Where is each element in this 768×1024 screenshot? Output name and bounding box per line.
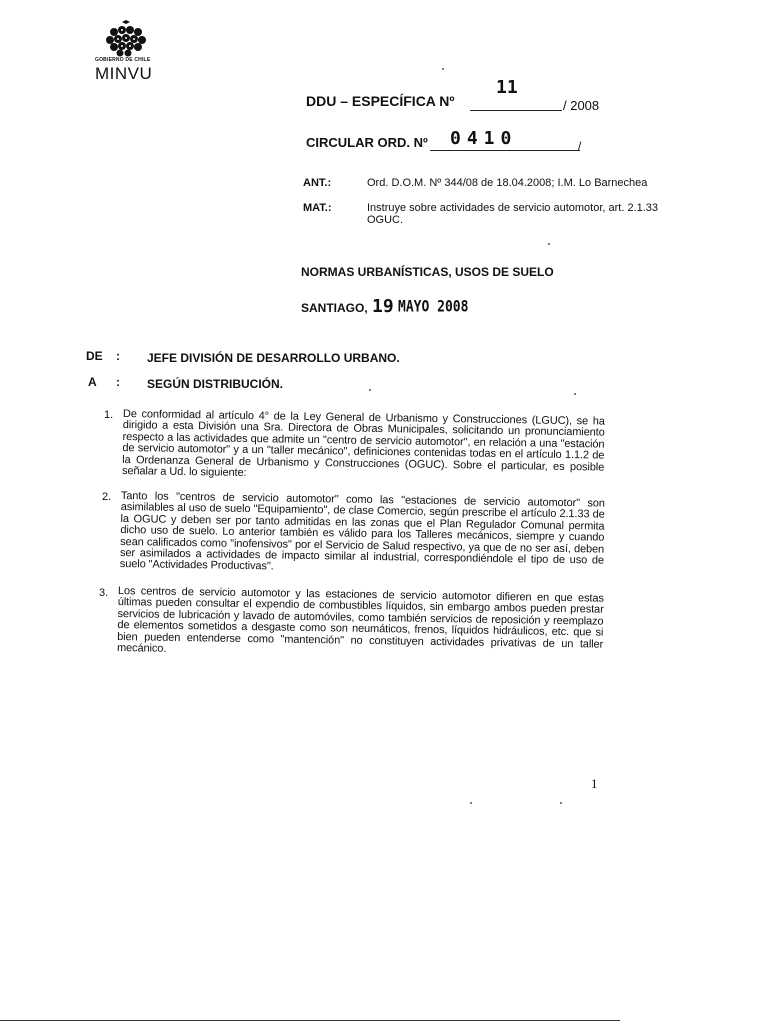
scan-speck [470, 802, 472, 804]
paragraph-number: 3. [99, 587, 109, 599]
logo-caption: GOBIERNO DE CHILE [95, 57, 151, 63]
paragraph-3: Los centros de servicio automotor y las estaciones de servicio automotor difieren en que estas últimas pueden consultar el expendio de combustibles líquidos, sin embargo ambos pueden prestar servicios de lubricación y lavado de automóviles, como también servicios de reposición y reemplazo de elementos sometidos a desgaste como son neumáticos, frenos, líquidos hidráulicos, etc. que si bien pueden entenderse como "mantención" no constituyen actividades privativas de un taller mecánico. [116, 585, 604, 655]
ddu-number: 11 [496, 77, 518, 98]
de-key: DE [86, 349, 103, 363]
paragraph-1: De conformidad al artículo 4° de la Ley General de Urbanismo y Construcciones (LGUC), se ha dirigido a esta División una Sra. Directora de Obras Municipales, solicitando un pronunciamiento respecto a las actividades que admite un "centro de servicio automotor", en relación a una "estación de servicio automotor" y a un "taller mecánico", definiciones contenidas todas en el artículo 1.1.2 de la Ordenanza General de Urbanismo y Construcciones (OGUC). Sobre el particular, es posible señalar a Ud. lo siguiente: [121, 408, 605, 479]
date-month-year: MAYO 2008 [398, 298, 469, 317]
scan-edge-rule [0, 1020, 620, 1021]
a-value: SEGÚN DISTRIBUCIÓN. [147, 377, 284, 391]
circular-label: CIRCULAR ORD. Nº [306, 135, 428, 150]
mat-value: Instruye sobre actividades de servicio automotor, art. 2.1.33 OGUC. [367, 202, 659, 226]
de-colon: : [116, 349, 120, 363]
ddu-label: DDU – ESPECÍFICA Nº [306, 93, 455, 109]
paragraph-number: 1. [104, 409, 114, 421]
scan-speck [369, 389, 371, 391]
scan-speck [560, 802, 562, 804]
scan-speck [574, 393, 576, 395]
logo-wordmark: MINVU [95, 64, 153, 83]
a-key: A [88, 375, 97, 389]
ddu-year: / 2008 [563, 98, 600, 113]
paragraph-number: 2. [102, 491, 112, 503]
scan-speck [548, 243, 550, 245]
circular-underline [430, 150, 580, 151]
scan-speck [442, 68, 444, 70]
paragraph-2: Tanto los "centros de servicio automotor" como las "estaciones de servicio automotor" son asimilables al uso de suelo "Equipamiento", de clase Comercio, según prescribe el artículo 2.1.33 de la OGUC y deben ser por tanto admitidas en las zonas que el Plan Regulador Comunal permita dicho uso de suelo. Lo anterior también es válido para los Talleres mecánicos, siempre y cuando sean calificados como "inofensivos" por el Servicio de Salud respectivo, ya que de no ser así, deben ser asimilados a actividades de impacto similar al industrial, correspondiéndole el tipo de uso de suelo "Actividades Productivas". [119, 490, 605, 573]
ant-key: ANT.: [303, 177, 332, 189]
circular-number: 0410 [450, 128, 518, 149]
a-colon: : [116, 375, 120, 389]
ddu-underline [470, 110, 562, 111]
de-value: JEFE DIVISIÓN DE DESARROLLO URBANO. [147, 351, 400, 365]
page-number: 1 [591, 776, 598, 791]
mat-key: MAT.: [303, 202, 332, 214]
city: SANTIAGO, [301, 301, 368, 315]
ant-value: Ord. D.O.M. Nº 344/08 de 18.04.2008; I.M. Lo Barnechea [367, 177, 648, 189]
circular-slash: / [578, 139, 582, 153]
date-day: 19 [372, 296, 394, 317]
subject-heading: NORMAS URBANÍSTICAS, USOS DE SUELO [301, 265, 554, 279]
